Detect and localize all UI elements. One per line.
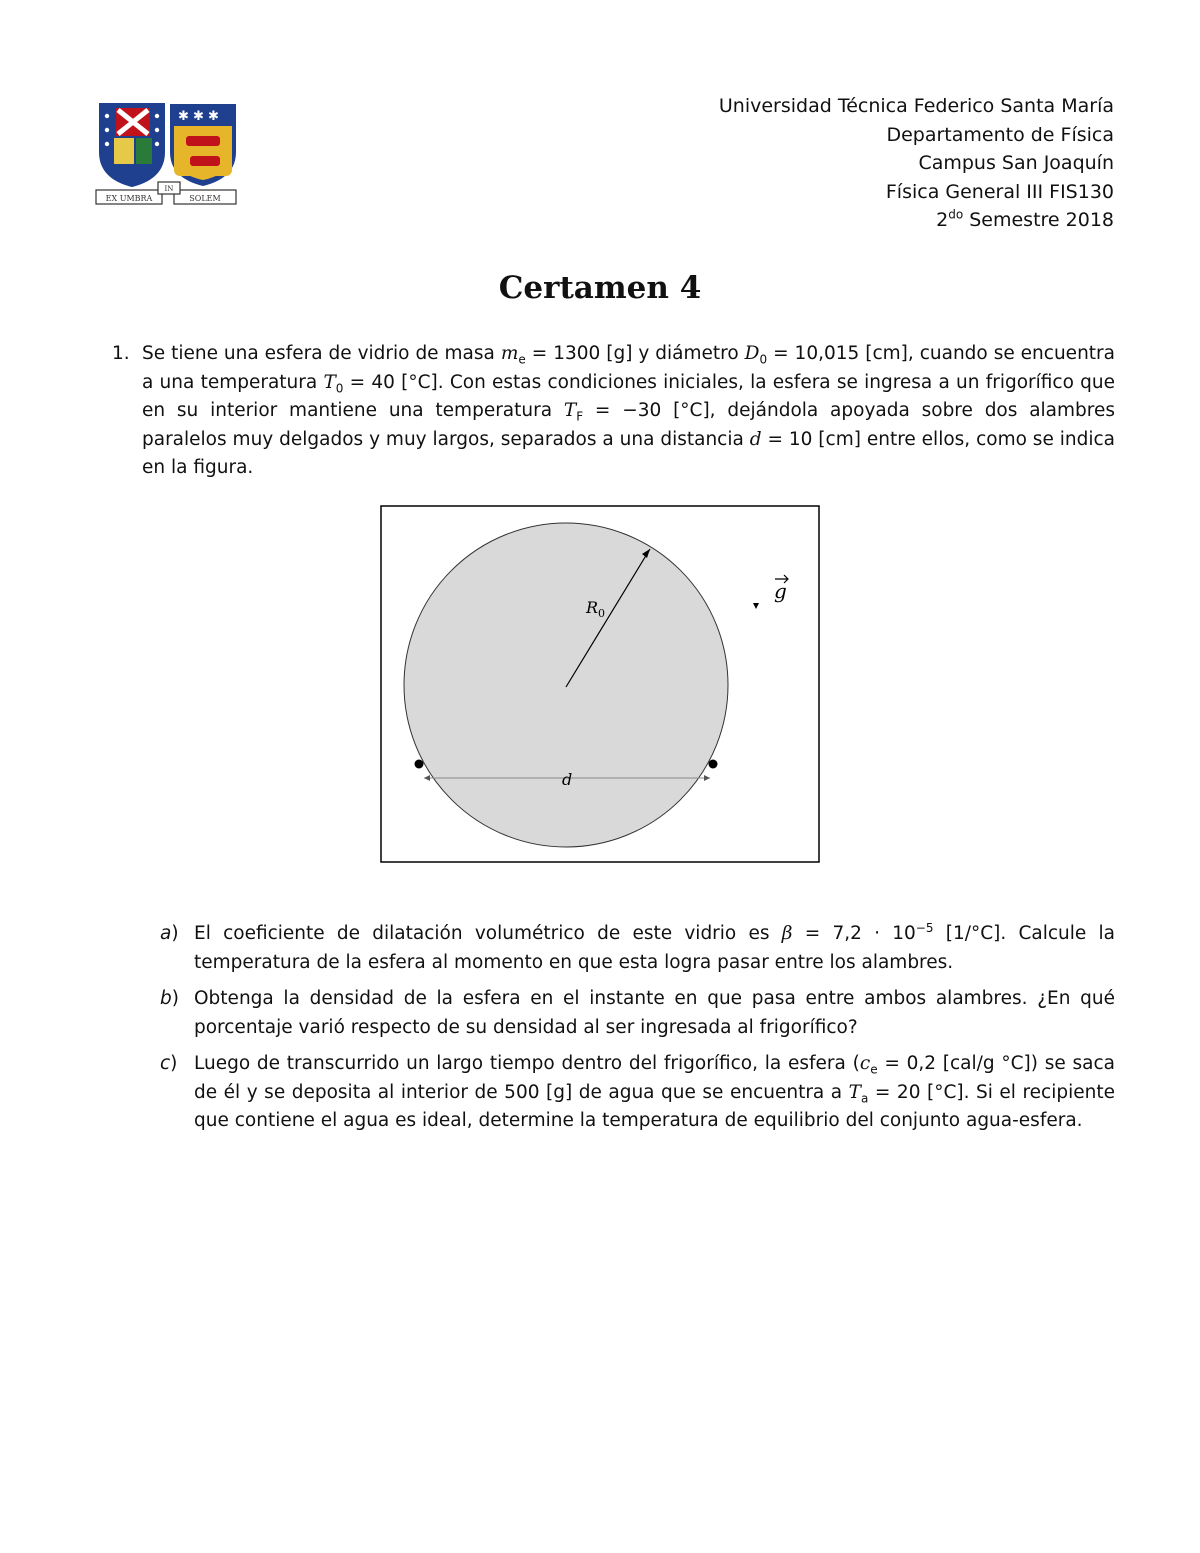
problem-text: Se tiene una esfera de vidrio de masa $m_e = 1300$ [g] y diámetro $D_0 = 10,015$ [cm], cuando se encuentra a una temperatura $T_0 = 40$ [°C]. Con estas condiciones iniciales, la esfera se ingresa a un frigorífico que en su interior mantiene una temperatura $T_F = -30$ [°C], dejándola apoyada sobre dos alambres paralelos muy delgados y muy largos, separados a una distancia d = 10 [cm] entre ellos, como se indica en la figura.: [142, 343, 1115, 478]
part-b-text: Obtenga la densidad de la esfera en el instante en que pasa entre ambos alambres. ¿En qué porcentaje varió respecto de su densidad al ser ingresada al frigorífico?: [194, 988, 1115, 1038]
logo-banner-mid: IN: [164, 185, 174, 193]
part-b: b) Obtenga la densidad de la esfera en el instante en que pasa entre ambos alambres. ¿En qué porcentaje varió respecto de su densidad al ser ingresada al frigorífico?: [160, 985, 1115, 1042]
header-line-university: Universidad Técnica Federico Santa María: [718, 95, 1114, 117]
university-logo: [94, 100, 244, 212]
problem-statement: [112, 340, 1115, 483]
distance-label: d: [562, 770, 573, 789]
part-c: c) Luego de transcurrido un largo tiempo dentro del frigorífico, la esfera ($c_e = 0,2$ [cal/g °C]) se saca de él y se deposita al interior de 500 [g] de agua que se encuentra a $T_a = 20$ [°C]. Si el recipiente que contiene el agua es ideal, determine la temperatura de equilibrio del conjunto agua-esfera.: [160, 1050, 1115, 1136]
header-line-course: Física General III FIS130: [885, 180, 1114, 203]
sphere-on-wires-figure: [380, 505, 820, 863]
wire-left: [415, 760, 424, 769]
glass-sphere: [404, 523, 728, 847]
logo-banner-right: SOLEM: [189, 194, 221, 203]
problem-number: 1.: [112, 343, 130, 364]
header-line-semester: $2^{do}$ Semestre 2018: [936, 207, 1114, 231]
gravity-label: g: [774, 579, 787, 603]
header-line-department: Departamento de Física: [886, 123, 1114, 146]
part-c-text: Luego de transcurrido un largo tiempo dentro del frigorífico, la esfera ($c_e = 0,2$ [cal/g °C]) se saca de él y se deposita al interior de 500 [g] de agua que se encuentra a $T_a = 20$ [°C]. Si el recipiente que contiene el agua es ideal, determine la temperatura de equilibrio del conjunto agua-esfera.: [194, 1053, 1115, 1131]
institution-header: [719, 92, 1114, 235]
question-parts: [160, 920, 1115, 1144]
part-a: a) El coeficiente de dilatación volumétrico de este vidrio es $\beta = 7,2 \cdot 10^{-5}$ [1/°C]. Calcule la temperatura de la esfera al momento en que esta logra pasar entre los alambres.: [160, 920, 1115, 977]
radius-label: $R_0$: [586, 598, 606, 620]
svg-text:✱ ✱ ✱: ✱ ✱ ✱: [178, 109, 219, 124]
logo-banner-left: EX UMBRA: [105, 194, 153, 203]
wire-right: [709, 760, 718, 769]
part-a-text: El coeficiente de dilatación volumétrico de este vidrio es $\beta = 7,2 \cdot 10^{-5}$ [1/°C]. Calcule la temperatura de la esfera al momento en que esta logra pasar entre los alambres.: [194, 920, 1116, 973]
header-line-campus: Campus San Joaquín: [918, 152, 1114, 174]
page-title: Certamen 4: [498, 270, 702, 306]
